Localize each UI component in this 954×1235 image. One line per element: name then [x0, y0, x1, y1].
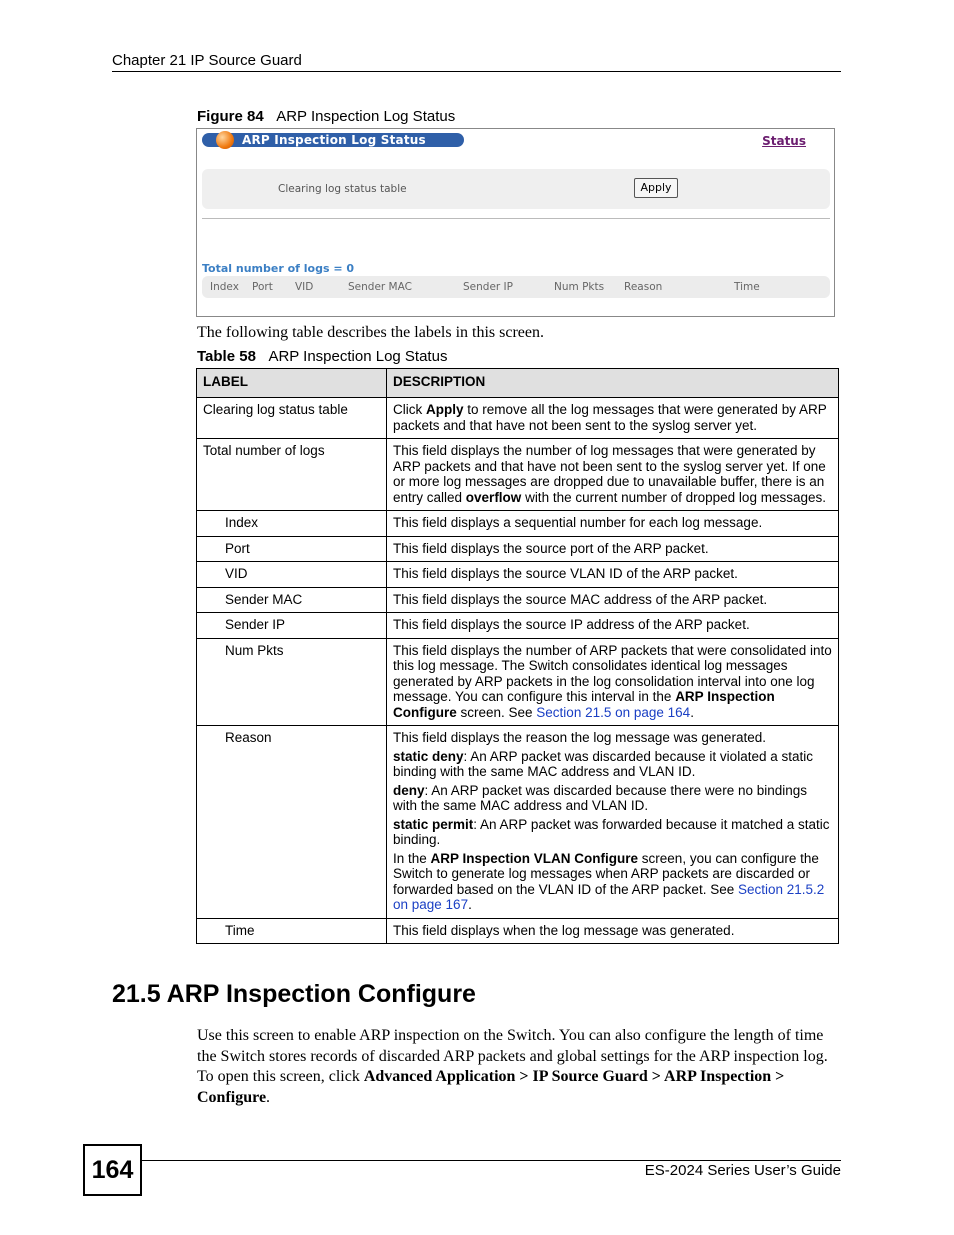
col-vid: VID — [295, 281, 314, 293]
section-body: Use this screen to enable ARP inspection on the Switch. You can also configure the length of time the Switch stores records of discarded ARP packets and global settings for the ARP inspection log. To open this screen, click Advanced Application > IP Source Guard > ARP Inspection > Configure. — [197, 1027, 828, 1106]
chapter-header: Chapter 21 IP Source Guard — [112, 52, 302, 69]
clear-label: Clearing log status table — [278, 183, 407, 195]
total-logs: Total number of logs = 0 — [202, 262, 355, 275]
col-num-pkts: Num Pkts — [554, 281, 605, 293]
clear-panel — [202, 169, 830, 209]
table-row — [197, 638, 839, 726]
table-row — [197, 587, 839, 613]
col-time: Time — [734, 281, 760, 293]
section-link[interactable]: Section 21.5.2 on page 167 — [393, 881, 825, 912]
row-label: Sender MAC — [197, 587, 387, 613]
table-header-row — [197, 369, 839, 398]
page-number: 164 — [83, 1144, 142, 1196]
row-description: This field displays when the log message was generated. — [387, 918, 839, 944]
row-label: Sender IP — [197, 613, 387, 639]
row-description: Click Apply to remove all the log messages that were generated by ARP packets and that have not been sent to the syslog server yet. — [387, 398, 839, 439]
label-header: LABEL — [197, 369, 387, 398]
status-link[interactable]: Status — [762, 134, 806, 148]
column-header-bar — [202, 276, 830, 298]
window-title: ARP Inspection Log Status — [242, 133, 426, 147]
col-port: Port — [252, 281, 273, 293]
section-link[interactable]: Section 21.5 on page 164 — [536, 704, 691, 720]
col-sender-ip: Sender IP — [463, 281, 513, 293]
table-label: Table 58 — [197, 348, 256, 365]
col-sender-mac: Sender MAC — [348, 281, 412, 293]
col-reason: Reason — [624, 281, 663, 293]
divider — [202, 218, 830, 219]
col-index: Index — [210, 281, 239, 293]
table-row — [197, 562, 839, 588]
table-caption — [197, 348, 447, 365]
table-row — [197, 613, 839, 639]
row-description: This field displays the reason the log message was generated. static deny: An ARP packet was discarded because it violated a static binding with the same MAC address and VLAN ID. deny: An ARP packet was discarded because there were no bindings with the same MAC address and VLAN ID. static permit: An ARP packet was forwarded because it matched a static binding. In the ARP Inspection VLAN Configure screen, you can configure the Switch to generate log messages when ARP packets are discarded or forwarded based on the VLAN ID of the ARP packet. See Section 21.5.2 on page 167. — [387, 726, 839, 919]
row-description: This field displays a sequential number for each log message. — [387, 511, 839, 537]
table-row — [197, 439, 839, 511]
description-table — [196, 368, 839, 944]
row-label: Clearing log status table — [197, 398, 387, 439]
figure-label: Figure 84 — [197, 108, 264, 125]
table-row — [197, 511, 839, 537]
row-description: This field displays the number of log messages that were generated by ARP packets and that have not been sent to the syslog server yet. If one or more log messages are dropped due to unavailable buffer, there is an entry called overflow with the current number of dropped log messages. — [387, 439, 839, 511]
row-description: This field displays the source MAC address of the ARP packet. — [387, 587, 839, 613]
screenshot-arp-log-status — [196, 128, 835, 317]
apply-button[interactable]: Apply — [634, 178, 678, 198]
table-row — [197, 726, 839, 919]
orb-icon — [216, 131, 234, 149]
table-row — [197, 918, 839, 944]
guide-title: ES-2024 Series User’s Guide — [644, 1162, 841, 1179]
table-row — [197, 536, 839, 562]
figure-caption — [197, 108, 455, 125]
description-header: DESCRIPTION — [387, 369, 839, 398]
row-description: This field displays the source port of the ARP packet. — [387, 536, 839, 562]
table-row — [197, 398, 839, 439]
row-description: This field displays the source IP address of the ARP packet. — [387, 613, 839, 639]
table-title: ARP Inspection Log Status — [268, 348, 448, 365]
row-label: Index — [197, 511, 387, 537]
header-rule — [112, 71, 841, 72]
figure-title: ARP Inspection Log Status — [276, 108, 456, 125]
footer-rule — [140, 1160, 841, 1161]
row-description: This field displays the source VLAN ID of the ARP packet. — [387, 562, 839, 588]
row-label: Time — [197, 918, 387, 944]
window-titlebar — [202, 133, 464, 147]
row-label: VID — [197, 562, 387, 588]
section-heading: 21.5 ARP Inspection Configure — [112, 980, 476, 1008]
row-label: Reason — [197, 726, 387, 919]
row-label: Port — [197, 536, 387, 562]
intro-text: The following table describes the labels in this screen. — [197, 324, 545, 341]
row-label: Total number of logs — [197, 439, 387, 511]
row-label: Num Pkts — [197, 638, 387, 726]
row-description: This field displays the number of ARP packets that were consolidated into this log message. The Switch consolidates identical log messages generated by ARP packets in the log consolidation interval into one log message. You can configure this interval in the ARP Inspection Configure screen. See Section 21.5 on page 164. — [387, 638, 839, 726]
